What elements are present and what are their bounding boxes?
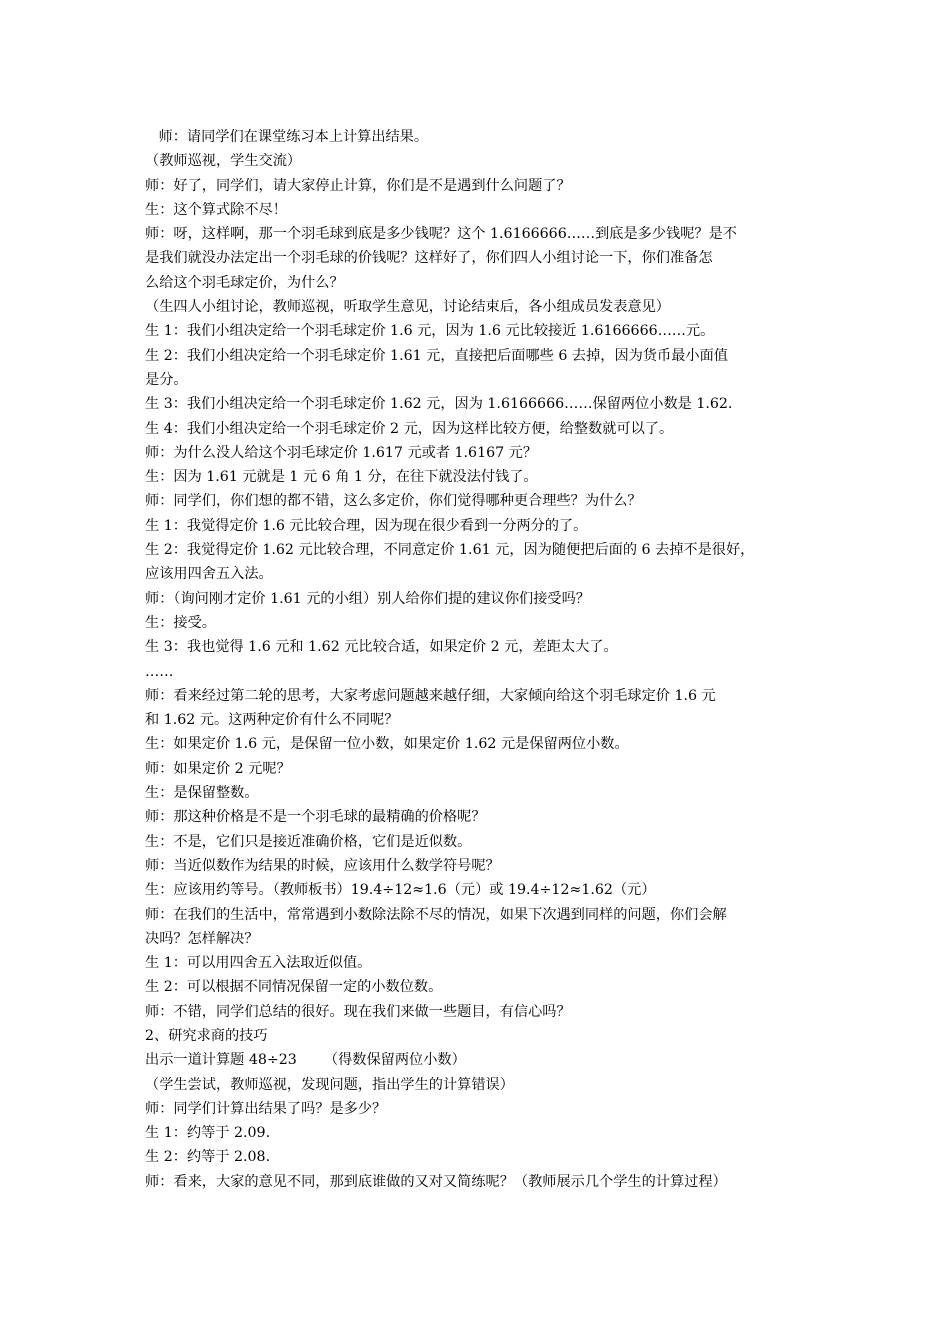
text-line: 生 3：我也觉得 1.6 元和 1.62 元比较合适，如果定价 2 元，差距太大了。	[145, 639, 618, 656]
text-line: 生 2：约等于 2.08.	[145, 1149, 271, 1166]
text-line: 生 1：可以用四舍五入法取近似值。	[145, 955, 372, 972]
text-line: 生 2：我们小组决定给一个羽毛球定价 1.61 元，直接把后面哪些 6 去掉，因为货币最小面值	[145, 347, 728, 364]
text-line: 和 1.62 元。这两种定价有什么不同呢？	[145, 712, 399, 729]
text-line: 么给这个羽毛球定价，为什么？	[145, 274, 344, 291]
text-line: 生 3：我们小组决定给一个羽毛球定价 1.62 元，因为 1.6166666……保留两位小数是 1.62.	[145, 396, 733, 413]
text-line: 师：呀，这样啊，那一个羽毛球到底是多少钱呢？这个 1.6166666……到底是多少钱呢？是不	[145, 226, 737, 243]
text-line: 生：这个算式除不尽！	[145, 201, 287, 218]
text-line: 师：看来，大家的意见不同，那到底谁做的又对又简练呢？（教师展示几个学生的计算过程）	[145, 1173, 727, 1190]
text-line: 生：因为 1.61 元就是 1 元 6 角 1 分，在往下就没法付钱了。	[145, 469, 538, 486]
text-line: 师：看来经过第二轮的思考，大家考虑问题越来越仔细，大家倾向给这个羽毛球定价 1.6 元	[145, 687, 716, 704]
text-line: 是我们就没办法定出一个羽毛球的价钱呢？这样好了，你们四人小组讨论一下，你们准备怎	[145, 250, 713, 267]
text-line: （学生尝试，教师巡视，发现问题，指出学生的计算错误）	[145, 1076, 514, 1093]
text-line: 生 4：我们小组决定给一个羽毛球定价 2 元，因为这样比较方便，给整数就可以了。	[145, 420, 674, 437]
text-line: 师：在我们的生活中，常常遇到小数除法除不尽的情况，如果下次遇到同样的问题，你们会解	[145, 906, 727, 923]
text-line: 生：接受。	[145, 614, 216, 631]
text-line: 生：应该用约等号。（教师板书）19.4÷12≈1.6（元）或 19.4÷12≈1.62（元）	[145, 882, 656, 899]
text-line: 师：同学们，你们想的都不错，这么多定价，你们觉得哪种更合理些？为什么？	[145, 493, 642, 510]
text-line: 生 1：我觉得定价 1.6 元比较合理，因为现在很少看到一分两分的了。	[145, 517, 588, 534]
text-line: 应该用四舍五入法。	[145, 566, 273, 583]
text-line: 生：是保留整数。	[145, 785, 259, 802]
text-line: （生四人小组讨论，教师巡视，听取学生意见，讨论结束后，各小组成员发表意见）	[145, 299, 670, 316]
text-line: 师：（询问刚才定价 1.61 元的小组）别人给你们提的建议你们接受吗？	[145, 590, 590, 607]
text-line: 决吗？怎样解决？	[145, 930, 259, 947]
text-line: 师：如果定价 2 元呢？	[145, 760, 291, 777]
document-page	[145, 125, 825, 1194]
text-line: ……	[145, 663, 174, 680]
text-line: 生 2：可以根据不同情况保留一定的小数位数。	[145, 979, 443, 996]
text-line: 生 1：约等于 2.09.	[145, 1125, 271, 1142]
text-line: 生：不是，它们只是接近准确价格，它们是近似数。	[145, 833, 472, 850]
text-line: 师：当近似数作为结果的时候，应该用什么数学符号呢？	[145, 857, 500, 874]
section-heading: 2、研究求商的技巧	[145, 1027, 268, 1044]
text-line: 师：同学们计算出结果了吗？是多少？	[145, 1100, 387, 1117]
text-line: 师：不错，同学们总结的很好。现在我们来做一些题目，有信心吗？	[145, 1003, 571, 1020]
text-line: 师：好了，同学们，请大家停止计算，你们是不是遇到什么问题了？	[145, 177, 571, 194]
text-line: 生：如果定价 1.6 元，是保留一位小数，如果定价 1.62 元是保留两位小数。	[145, 736, 629, 753]
text-line: 师：请同学们在课堂练习本上计算出结果。	[145, 129, 429, 145]
text-line: 生 2：我觉得定价 1.62 元比较合理，不同意定价 1.61 元，因为随便把后面的 6 去掉不是很好，	[145, 542, 755, 559]
text-line: 师：那这种价格是不是一个羽毛球的最精确的价格呢？	[145, 809, 486, 826]
text-line: 是分。	[145, 371, 188, 388]
text-line: 师：为什么没人给这个羽毛球定价 1.617 元或者 1.6167 元？	[145, 444, 538, 461]
text-line: 出示一道计算题 48÷23 （得数保留两位小数）	[145, 1052, 466, 1069]
text-line: （教师巡视，学生交流）	[145, 153, 302, 170]
text-line: 生 1：我们小组决定给一个羽毛球定价 1.6 元，因为 1.6 元比较接近 1.6166666……元。	[145, 323, 715, 340]
